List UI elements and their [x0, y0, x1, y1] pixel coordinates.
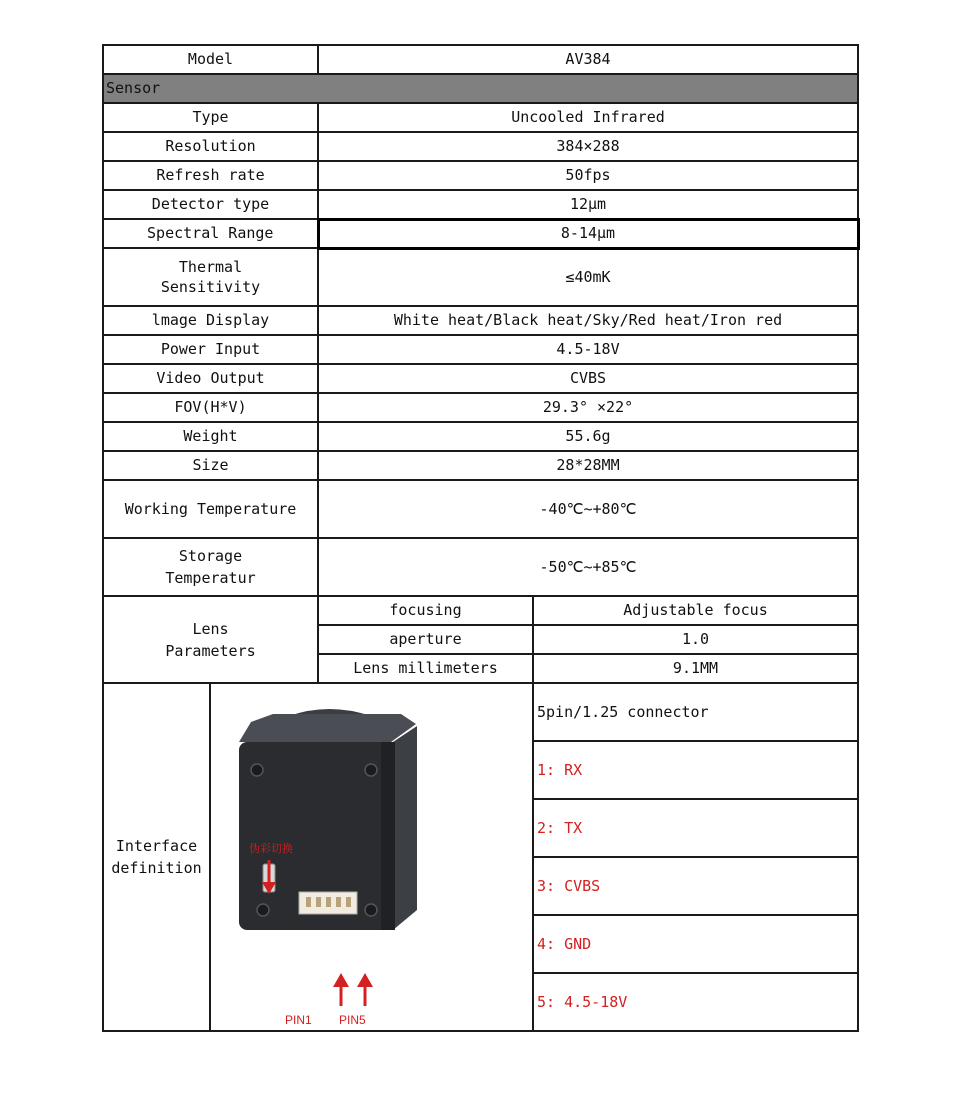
- spec-label: Spectral Range: [103, 219, 318, 248]
- arrow-up-icon: [333, 973, 349, 987]
- screw-icon: [257, 904, 269, 916]
- spec-label: Resolution: [103, 132, 318, 161]
- table-row: [103, 132, 858, 161]
- thermal-label: Thermal Sensitivity: [160, 258, 261, 296]
- spec-label: [103, 248, 318, 306]
- spec-value: ≤40mK: [318, 248, 858, 306]
- table-row: [103, 190, 858, 219]
- lens-param-value: 9.1MM: [533, 654, 858, 683]
- model-value: AV384: [318, 45, 858, 74]
- camera-module-image: [211, 684, 533, 1029]
- lens-label-text: Lens Parameters: [165, 619, 256, 660]
- table-row: [103, 422, 858, 451]
- spec-value: -40℃~+80℃: [318, 480, 858, 538]
- spec-value: Uncooled Infrared: [318, 103, 858, 132]
- spec-label: Detector type: [103, 190, 318, 219]
- table-row: [103, 393, 858, 422]
- spec-label: Working Temperature: [103, 480, 318, 538]
- storage-label: Storage Temperatur: [165, 547, 256, 587]
- spec-value: CVBS: [318, 364, 858, 393]
- screw-icon: [251, 764, 263, 776]
- table-row: [103, 161, 858, 190]
- spec-label: [103, 538, 318, 596]
- model-row: [103, 45, 858, 74]
- lens-param-name: Lens millimeters: [318, 654, 533, 683]
- spec-value: 50fps: [318, 161, 858, 190]
- table-row: [103, 480, 858, 538]
- spec-label: Power Input: [103, 335, 318, 364]
- table-row: [103, 451, 858, 480]
- spec-value: -50℃~+85℃: [318, 538, 858, 596]
- pin-definition: 4: GND: [533, 915, 858, 973]
- screw-icon: [365, 904, 377, 916]
- spec-label: Size: [103, 451, 318, 480]
- table-row: [103, 103, 858, 132]
- pin-definition: 2: TX: [533, 799, 858, 857]
- spec-label: lmage Display: [103, 306, 318, 335]
- lens-param-name: aperture: [318, 625, 533, 654]
- section-title: Sensor: [103, 74, 858, 103]
- camera-photo: [211, 684, 533, 1029]
- interface-label-text: Interface definition: [111, 837, 202, 877]
- spec-value: 8-14μm: [318, 219, 858, 248]
- spec-value: 384×288: [318, 132, 858, 161]
- lens-label: [103, 596, 318, 683]
- lens-param-name: focusing: [318, 596, 533, 625]
- connector-title: 5pin/1.25 connector: [533, 683, 858, 741]
- switch-caption: 伪彩切换: [249, 842, 293, 855]
- spec-label: Video Output: [103, 364, 318, 393]
- section-row: [103, 74, 858, 103]
- table-row: [103, 219, 858, 248]
- table-row: [103, 335, 858, 364]
- interface-label: [103, 683, 210, 1031]
- pin-definition: 5: 4.5-18V: [533, 973, 858, 1031]
- lens-row: [103, 596, 858, 625]
- pin5-label: PIN5: [339, 1013, 366, 1027]
- spec-value: 55.6g: [318, 422, 858, 451]
- spec-value: 28*28MM: [318, 451, 858, 480]
- module-top-face: [239, 714, 416, 742]
- spec-value: 4.5-18V: [318, 335, 858, 364]
- table-row: [103, 538, 858, 596]
- table-row: [103, 306, 858, 335]
- model-label: Model: [103, 45, 318, 74]
- pin1-label: PIN1: [285, 1013, 312, 1027]
- screw-icon: [365, 764, 377, 776]
- spec-value: White heat/Black heat/Sky/Red heat/Iron red: [318, 306, 858, 335]
- spec-value: 12μm: [318, 190, 858, 219]
- spec-label: Weight: [103, 422, 318, 451]
- lens-param-value: Adjustable focus: [533, 596, 858, 625]
- pin-definition: 1: RX: [533, 741, 858, 799]
- spec-label: FOV(H*V): [103, 393, 318, 422]
- table-row: [103, 364, 858, 393]
- arrow-up-icon: [357, 973, 373, 987]
- module-side-face: [393, 726, 417, 930]
- pin-definition: 3: CVBS: [533, 857, 858, 915]
- table-row: [103, 248, 858, 306]
- spec-table: [102, 44, 860, 1032]
- camera-photo-cell: [210, 683, 533, 1031]
- spec-label: Refresh rate: [103, 161, 318, 190]
- lens-param-value: 1.0: [533, 625, 858, 654]
- spec-value: 29.3° ×22°: [318, 393, 858, 422]
- spec-label: Type: [103, 103, 318, 132]
- interface-row: [103, 683, 858, 741]
